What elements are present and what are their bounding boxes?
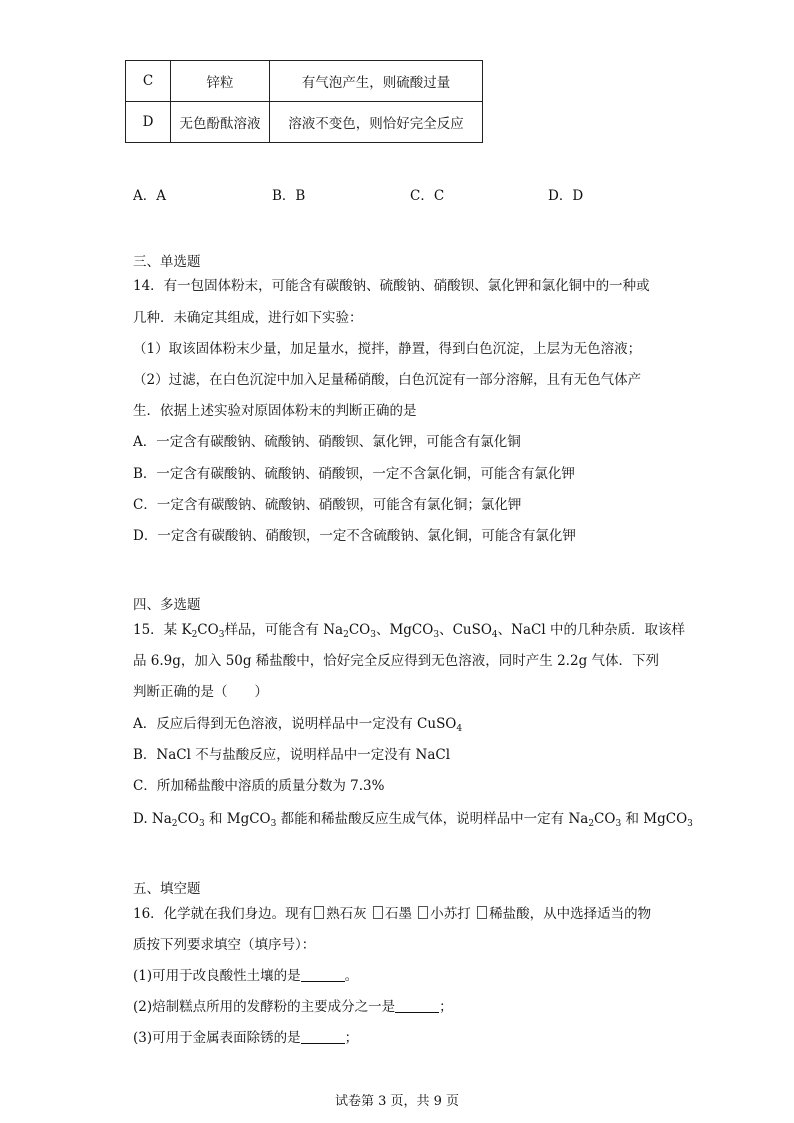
text-run: ； (439, 999, 453, 1015)
answer-option (133, 810, 693, 828)
answer-blank[interactable] (395, 1000, 439, 1013)
subscript: 3 (218, 630, 225, 640)
subscript: 2 (171, 819, 178, 829)
answer-option: C．所加稀盐酸中溶质的质量分数为 7.3% (133, 778, 385, 794)
table-cell-option: C (126, 61, 171, 102)
text-run: (2)焙制糕点所用的发酵粉的主要成分之一是 (133, 999, 396, 1015)
section-title: 三、单选题 (133, 254, 201, 270)
subscript: 2 (191, 630, 198, 640)
answer-option: B．一定含有碳酸钠、硫酸钠、硝酸钡，一定不含氯化铜，可能含有氯化钾 (133, 466, 575, 482)
q13-choice-c: C．C (410, 188, 445, 204)
text-run: 熟石灰 (326, 906, 367, 922)
question-text: （1）取该固体粉末少量，加足量水，搅拌，静置，得到白色沉淀，上层为无色溶液； (133, 341, 642, 357)
experiment-table (125, 60, 483, 143)
text-run: 和 MgCO (621, 811, 688, 827)
subscript: 3 (198, 819, 205, 829)
table-row (126, 61, 483, 102)
subscript: 3 (687, 819, 693, 829)
answer-option (133, 715, 462, 733)
question-text: 质按下列要求填空（填序号）： (133, 937, 316, 953)
table-cell-option: D (126, 102, 171, 143)
text-run: 、CuSO (439, 622, 492, 638)
placeholder-box-icon (314, 906, 324, 919)
subscript: 3 (615, 819, 622, 829)
text-run: 16．化学就在我们身边。现有 (133, 906, 313, 922)
text-run: A．反应后得到无色溶液，说明样品中一定没有 CuSO (133, 716, 457, 732)
question-text: （2）过滤，在白色沉淀中加入足量稀硝酸，白色沉淀有一部分溶解，且有无色气体产 (133, 372, 642, 388)
q13-choice-b: B．B (272, 188, 306, 204)
text-run: 小苏打 (430, 906, 471, 922)
text-run: 、NaCl 中的几种杂质．取该样 (497, 622, 685, 638)
subscript: 4 (491, 630, 498, 640)
text-run: 15．某 K (133, 622, 192, 638)
answer-blank[interactable] (301, 1031, 345, 1044)
text-run: CO (177, 811, 199, 827)
question-text: 判断正确的是（ ） (133, 684, 268, 700)
question-text: 几种．未确定其组成，进行如下实验： (133, 310, 363, 326)
text-run: D. Na (133, 811, 172, 827)
question-text (133, 905, 651, 923)
subscript: 3 (270, 819, 277, 829)
placeholder-box-icon (418, 906, 428, 919)
table-cell-reagent: 无色酚酞溶液 (171, 102, 270, 143)
text-run: CO (197, 622, 219, 638)
question-text: 品 6.9g，加入 50g 稀盐酸中，恰好完全反应得到无色溶液，同时产生 2.2g 气体．下列 (133, 653, 659, 669)
question-text: 生．依据上述实验对原固体粉末的判断正确的是 (133, 403, 417, 419)
placeholder-box-icon (373, 906, 383, 919)
text-run: 都能和稀盐酸反应生成气体，说明样品中一定有 Na (276, 811, 589, 827)
answer-option: D．一定含有碳酸钠、硝酸钡，一定不含硫酸钠、氯化铜，可能含有氯化钾 (133, 528, 576, 544)
table-cell-reagent: 锌粒 (171, 61, 270, 102)
subscript: 3 (370, 630, 376, 640)
q13-choice-a: A．A (133, 188, 166, 204)
subscript: 2 (343, 630, 349, 640)
answer-option: C．一定含有碳酸钠、硫酸钠、硝酸钡，可能含有氯化铜；氯化钾 (133, 497, 522, 513)
fill-item (133, 1029, 358, 1047)
answer-option: A．一定含有碳酸钠、硫酸钠、硝酸钡、氯化钾，可能含有氯化铜 (133, 434, 521, 450)
answer-blank[interactable] (301, 969, 345, 982)
fill-item (133, 967, 358, 985)
placeholder-box-icon (477, 906, 487, 919)
table-cell-conclusion: 溶液不变色，则恰好完全反应 (270, 102, 483, 143)
question-text: 14．有一包固体粉末，可能含有碳酸钠、硫酸钠、硝酸钡、氯化钾和氯化铜中的一种或 (133, 278, 650, 294)
table-row (126, 102, 483, 143)
subscript: 2 (588, 819, 595, 829)
text-run: (1)可用于改良酸性土壤的是 (133, 968, 301, 984)
text-run: 、MgCO (375, 622, 434, 638)
text-run: 和 MgCO (204, 811, 271, 827)
text-run: (3)可用于金属表面除锈的是 (133, 1030, 301, 1046)
table-cell-conclusion: 有气泡产生，则硫酸过量 (270, 61, 483, 102)
text-run: CO (348, 622, 371, 638)
subscript: 3 (433, 630, 440, 640)
q13-choices (133, 184, 693, 204)
answer-option: B．NaCl 不与盐酸反应，说明样品中一定没有 NaCl (133, 747, 451, 763)
section-title: 四、多选题 (133, 597, 201, 613)
question-text (133, 621, 685, 639)
section-title: 五、填空题 (133, 881, 201, 897)
fill-item (133, 998, 453, 1016)
q13-choice-d: D．D (548, 188, 584, 204)
page-footer: 试卷第 3 页，共 9 页 (334, 1094, 460, 1109)
text-run: ； (344, 1030, 359, 1046)
text-run: 石墨 (384, 906, 412, 922)
subscript: 4 (456, 724, 463, 734)
text-run: 。 (344, 968, 359, 984)
text-run: 样品，可能含有 Na (224, 622, 344, 638)
text-run: 稀盐酸，从中选择适当的物 (489, 906, 652, 922)
text-run: CO (594, 811, 616, 827)
